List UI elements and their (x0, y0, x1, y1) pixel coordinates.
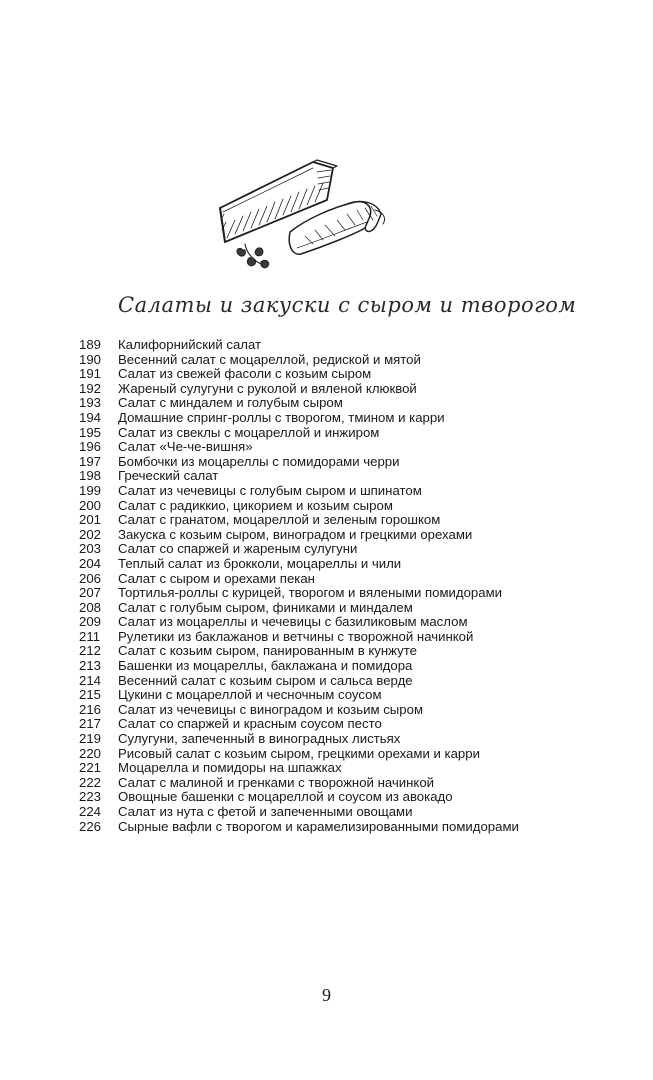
toc-recipe-title: Салат со спаржей и красным соусом песто (118, 716, 382, 732)
toc-entry (79, 776, 639, 791)
toc-entry (79, 513, 639, 528)
toc-entry (79, 557, 639, 572)
toc-page-number: 223 (79, 789, 102, 805)
toc-page-number: 219 (79, 731, 102, 747)
toc-recipe-title: Салат из свеклы с моцареллой и инжиром (118, 424, 380, 440)
toc-entry (79, 440, 639, 455)
toc-recipe-title: Жареный сулугуни с руколой и вяленой клюквой (118, 380, 417, 396)
toc-entry (79, 601, 639, 616)
toc-page-number: 222 (79, 774, 102, 790)
toc-entry (79, 717, 639, 732)
toc-page-number: 206 (79, 570, 102, 586)
toc-recipe-title: Салат из нута с фетой и запеченными овощами (118, 804, 413, 819)
toc-page-number: 215 (79, 687, 102, 703)
toc-entry (79, 499, 639, 514)
toc-page-number: 220 (79, 745, 102, 761)
toc-page-number: 197 (79, 453, 102, 469)
toc-entry (79, 367, 639, 382)
toc-page-number: 192 (79, 380, 102, 396)
toc-entry (79, 353, 639, 368)
toc-recipe-title: Сулугуни, запеченный в виноградных листьях (118, 731, 401, 747)
toc-recipe-title: Рулетики из баклажанов и ветчины с творожной начинкой (118, 628, 474, 644)
toc-entry (79, 659, 639, 674)
toc-entry (79, 761, 639, 776)
toc-page-number: 198 (79, 468, 102, 484)
toc-entry (79, 426, 639, 441)
toc-recipe-title: Бомбочки из моцареллы с помидорами черри (118, 453, 400, 469)
toc-page-number: 202 (79, 526, 102, 542)
table-of-contents (79, 338, 639, 834)
toc-recipe-title: Салат из чечевицы с голубым сыром и шпинатом (118, 482, 422, 498)
toc-page-number: 196 (79, 439, 102, 455)
toc-entry (79, 688, 639, 703)
toc-page-number: 203 (79, 541, 102, 557)
toc-page-number: 190 (79, 351, 102, 367)
toc-recipe-title: Калифорнийский салат (118, 337, 262, 352)
toc-recipe-title: Цукини с моцареллой и чесночным соусом (118, 687, 382, 703)
toc-page-number: 221 (79, 760, 102, 776)
toc-entry (79, 644, 639, 659)
toc-entry (79, 732, 639, 747)
toc-recipe-title: Сырные вафли с творогом и карамелизированными помидорами (118, 818, 519, 834)
toc-entry (79, 382, 639, 397)
toc-entry (79, 572, 639, 587)
toc-recipe-title: Тортилья-роллы с курицей, творогом и вялеными помидорами (118, 585, 503, 601)
toc-page-number: 214 (79, 672, 102, 688)
toc-page-number: 199 (79, 482, 102, 498)
toc-recipe-title: Домашние спринг-роллы с творогом, тмином и карри (118, 409, 445, 425)
toc-entry (79, 790, 639, 805)
toc-recipe-title: Салат из моцареллы и чечевицы с базиликовым маслом (118, 614, 468, 630)
toc-entry (79, 528, 639, 543)
toc-page-number: 193 (79, 395, 102, 411)
toc-page-number: 207 (79, 585, 102, 601)
toc-page-number: 209 (79, 614, 102, 630)
toc-recipe-title: Салат с козьим сыром, панированным в кунжуте (118, 643, 417, 659)
cheese-illustration (205, 150, 395, 275)
toc-page-number: 194 (79, 409, 102, 425)
page-number: 9 (322, 985, 331, 1005)
toc-recipe-title: Салат с миндалем и голубым сыром (118, 395, 343, 411)
toc-entry (79, 747, 639, 762)
section-title: Салаты и закуски с сыром и творогом (118, 293, 577, 317)
toc-recipe-title: Салат с голубым сыром, финиками и миндалем (118, 599, 413, 615)
toc-entry (79, 338, 639, 353)
toc-page-number: 226 (79, 818, 102, 834)
toc-entry (79, 703, 639, 718)
toc-recipe-title: Моцарелла и помидоры на шпажках (118, 760, 342, 776)
toc-entry (79, 805, 639, 820)
toc-recipe-title: Весенний салат с моцареллой, редиской и мятой (118, 351, 421, 367)
toc-entry (79, 542, 639, 557)
toc-page-number: 189 (79, 337, 102, 352)
toc-recipe-title: Салат с малиной и гренками с творожной начинкой (118, 774, 435, 790)
toc-page-number: 200 (79, 497, 102, 513)
toc-recipe-title: Салат с радиккио, цикорием и козьим сыром (118, 497, 393, 513)
toc-recipe-title: Салат из свежей фасоли с козьим сыром (118, 366, 372, 382)
toc-page-number: 201 (79, 512, 102, 528)
toc-recipe-title: Башенки из моцареллы, баклажана и помидора (118, 658, 413, 674)
toc-page-number: 204 (79, 555, 102, 571)
toc-entry (79, 396, 639, 411)
toc-page-number: 224 (79, 804, 102, 819)
toc-page-number: 191 (79, 366, 102, 382)
toc-recipe-title: Салат из чечевицы с виноградом и козьим сыром (118, 701, 424, 717)
toc-page-number: 195 (79, 424, 102, 440)
toc-entry (79, 630, 639, 645)
toc-entry (79, 615, 639, 630)
toc-page-number: 211 (79, 628, 101, 644)
toc-page-number: 208 (79, 599, 102, 615)
toc-entry (79, 586, 639, 601)
toc-entry (79, 820, 639, 835)
toc-page-number: 217 (79, 716, 102, 732)
toc-recipe-title: Теплый салат из брокколи, моцареллы и чили (118, 555, 402, 571)
toc-recipe-title: Рисовый салат с козьим сыром, грецкими орехами и карри (118, 745, 480, 761)
toc-page-number: 213 (79, 658, 102, 674)
toc-recipe-title: Салат с сыром и орехами пекан (118, 570, 315, 586)
toc-entry (79, 674, 639, 689)
toc-page-number: 216 (79, 701, 102, 717)
toc-recipe-title: Весенний салат с козьим сыром и сальса верде (118, 672, 413, 688)
toc-recipe-title: Салат со спаржей и жареным сулугуни (118, 541, 358, 557)
toc-recipe-title: Салат «Че-че-вишня» (118, 439, 253, 455)
toc-recipe-title: Закуска с козьим сыром, виноградом и грецкими орехами (118, 526, 473, 542)
toc-entry (79, 469, 639, 484)
toc-page-number: 212 (79, 643, 102, 659)
toc-recipe-title: Овощные башенки с моцареллой и соусом из авокадо (118, 789, 453, 805)
toc-recipe-title: Греческий салат (118, 468, 219, 484)
toc-entry (79, 484, 639, 499)
toc-recipe-title: Салат с гранатом, моцареллой и зеленым горошком (118, 512, 441, 528)
toc-entry (79, 455, 639, 470)
toc-entry (79, 411, 639, 426)
